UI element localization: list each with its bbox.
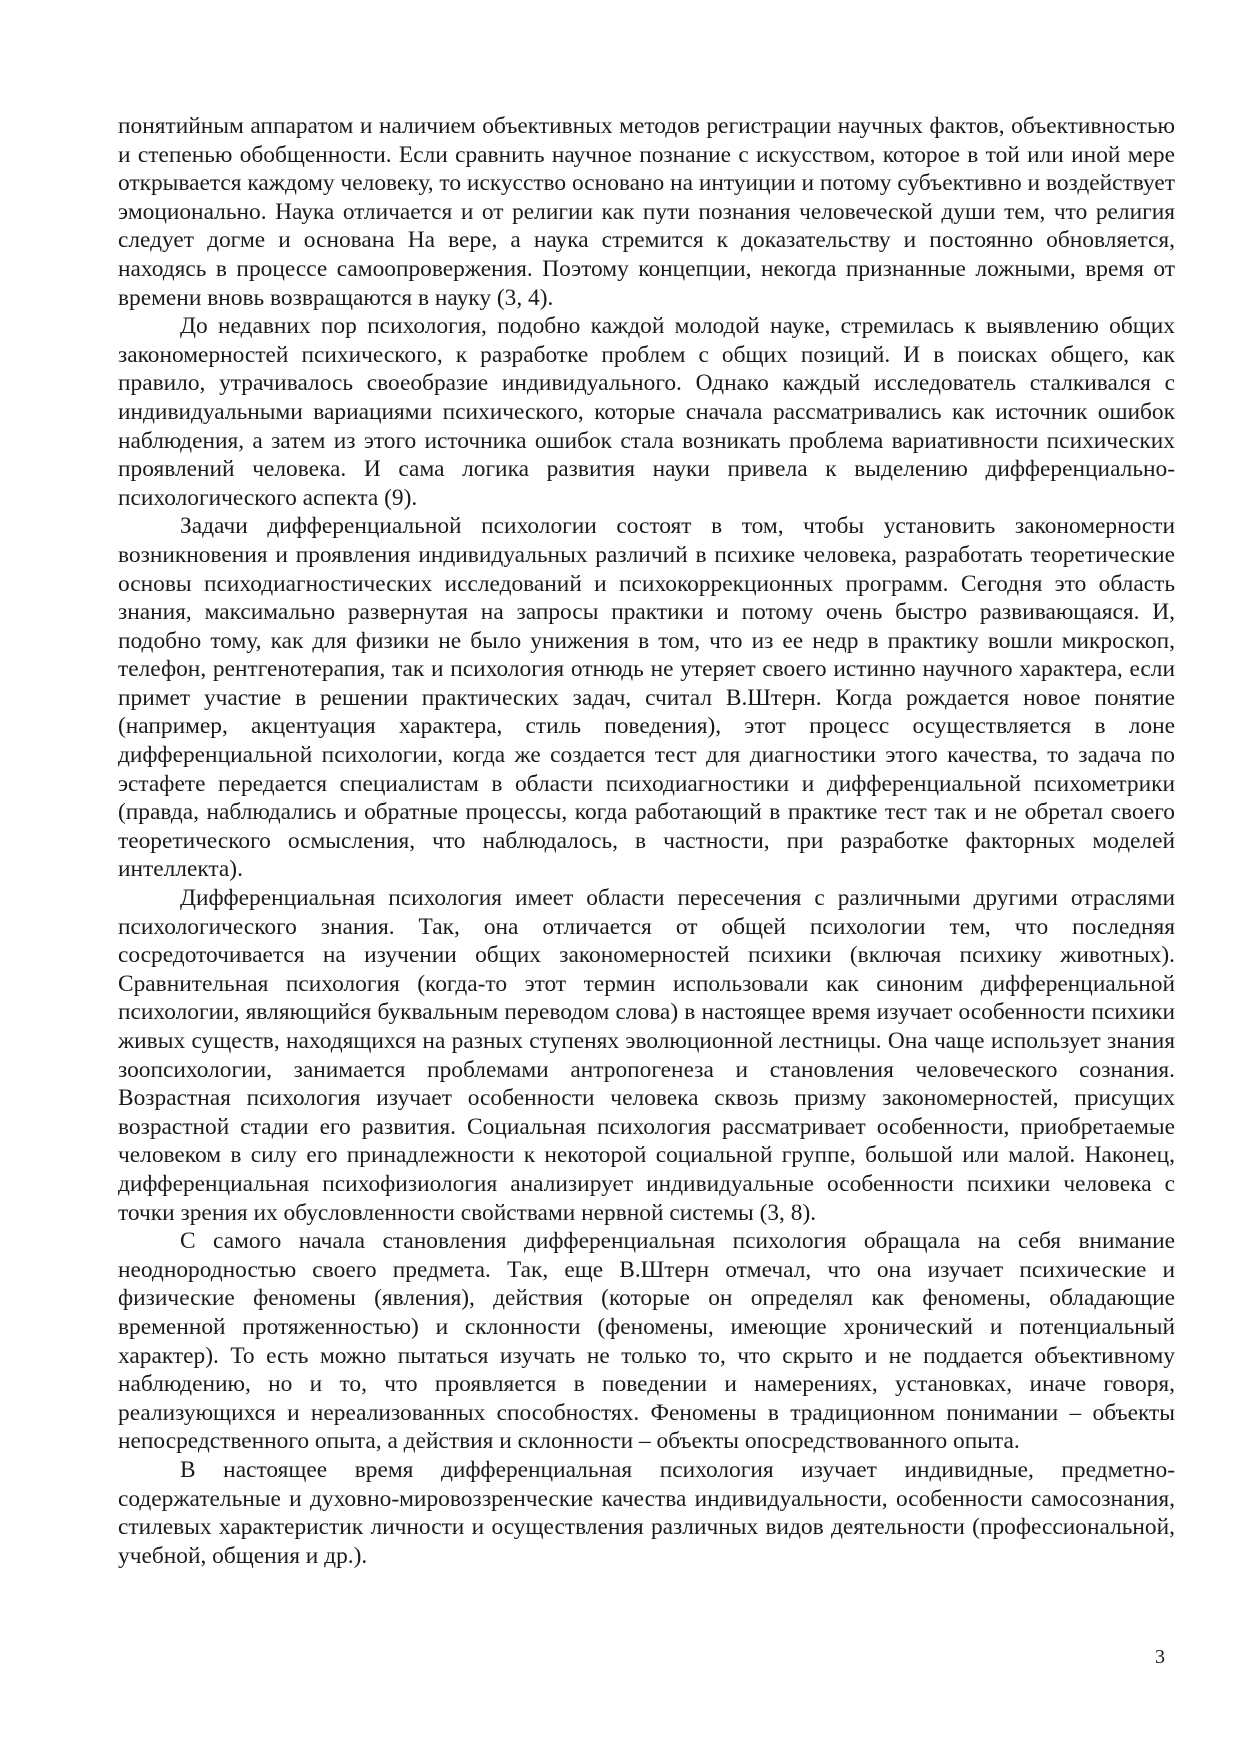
paragraph-4: Дифференциальная психология имеет области пересечения с различными другими отраслями психологического знания. Так, она отличается от общей психологии тем, что последняя сосредоточивается на изучении общих закономерностей психики (включая психику животных). Сравнительная психология (когда-то этот термин использовали как синоним дифференциальной психологии, являющийся буквальным переводом слова) в настоящее время изучает особенности психики живых существ, находящихся на разных ступенях эволюционной лестницы. Она чаще использует знания зоопсихологии, занимается проблемами антропогенеза и становления человеческого сознания. Возрастная психология изучает особенности человека сквозь призму закономерностей, присущих возрастной стадии его развития. Социальная психология рассматривает особенности, приобретаемые человеком в силу его принадлежности к некоторой социальной группе, большой или малой. Наконец, дифференциальная психофизиология анализирует индивидуальные особенности психики человека с точки зрения их обусловленности свойствами нервной системы (3, 8). (118, 885, 1175, 1226)
paragraph-5: С самого начала становления дифференциальная психология обращала на себя внимание неоднородностью своего предмета. Так, еще В.Штерн отмечал, что она изучает психические и физические феномены (явления), действия (которые он определял как феномены, обладающие временной протяженностью) и склонности (феномены, имеющие хронический и потенциальный характер). То есть можно пытаться изучать не только то, что скрыто и не поддается объективному наблюдению, но и то, что проявляется в поведении и намерениях, установках, иначе говоря, реализующихся и нереализованных способностях. Феномены в традиционном понимании – объекты непосредственного опыта, а действия и склонности – объекты опосредствованного опыта. (118, 1228, 1175, 1455)
paragraph-6: В настоящее время дифференциальная психология изучает индивидные, предметно-содержательные и духовно-мировоззренческие качества индивидуальности, особенности самосознания, стилевых характеристик личности и осуществления различных видов деятельности (профессиональной, учебной, общения и др.). (118, 1456, 1175, 1569)
page-number: 3 (1155, 1646, 1165, 1668)
paragraph-3: Задачи дифференциальной психологии состоят в том, чтобы установить закономерности возникновения и проявления индивидуальных различий в психике человека, разработать теоретические основы психодиагностических исследований и психокоррекционных программ. Сегодня это область знания, максимально развернутая на запросы практики и потому очень быстро развивающаяся. И, подобно тому, как для физики не было унижения в том, что из ее недр в практику вошли микроскоп, телефон, рентгенотерапия, так и психология отнюдь не утеряет своего истинно научного характера, если примет участие в решении практических задач, считал В.Штерн. Когда рождается новое понятие (например, акцентуация характера, стиль поведения), этот процесс осуществляется в лоне дифференциальной психологии, когда же создается тест для диагностики этого качества, то задача по эстафете передается специалистам в области психодиагностики и дифференциальной психометрики (правда, наблюдались и обратные процессы, когда работающий в практике тест так и не обретал своего теоретического осмысления, что наблюдалось, в частности, при разработке факторных моделей интеллекта). (118, 513, 1175, 883)
paragraph-1: понятийным аппаратом и наличием объективных методов регистрации научных фактов, объективностью и степенью обобщенности. Если сравнить научное познание с искусством, которое в той или иной мере открывается каждому человеку, то искусство основано на интуиции и потому субъективно и воздействует эмоционально. Наука отличается и от религии как пути познания человеческой души тем, что религия следует догме и основана На вере, а наука стремится к доказательству и постоянно обновляется, находясь в процессе самоопровержения. Поэтому концепции, некогда признанные ложными, время от времени вновь возвращаются в науку (3, 4). (118, 113, 1175, 311)
paragraph-2: До недавних пор психология, подобно каждой молодой науке, стремилась к выявлению общих закономерностей психического, к разработке проблем с общих позиций. И в поисках общего, как правило, утрачивалось своеобразие индивидуального. Однако каждый исследователь сталкивался с индивидуальными вариациями психического, которые сначала рассматривались как источник ошибок наблюдения, а затем из этого источника ошибок стала возникать проблема вариативности психических проявлений человека. И сама логика развития науки привела к выделению дифференциально-психологического аспекта (9). (118, 313, 1175, 511)
text-body (118, 112, 1175, 1570)
